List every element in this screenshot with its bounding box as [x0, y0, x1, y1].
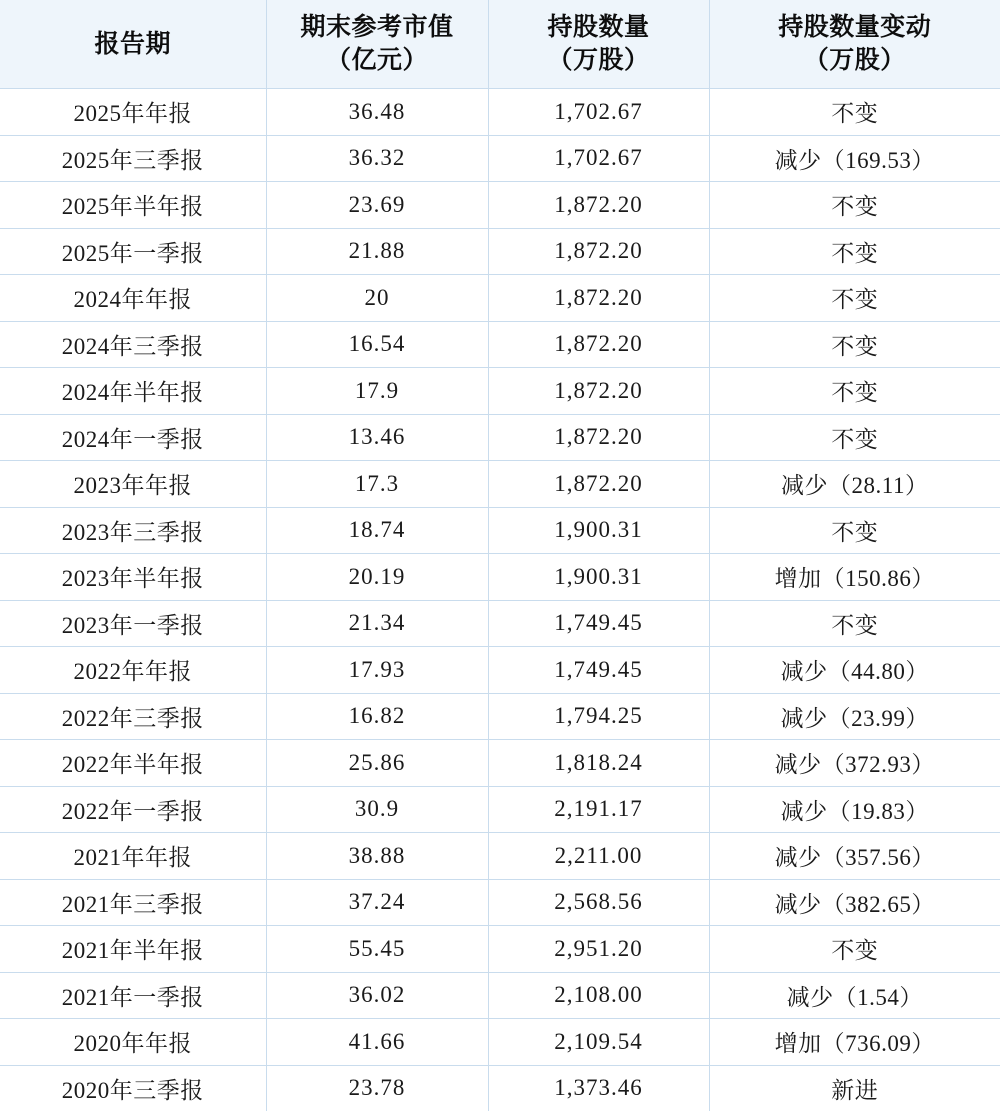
cell-period: 2021年半年报: [0, 926, 266, 973]
cell-market-value: 21.34: [266, 600, 488, 647]
table-row: [0, 461, 1000, 508]
cell-shares: 1,749.45: [488, 647, 709, 694]
cell-shares-change: 减少（23.99）: [709, 693, 1000, 740]
cell-market-value: 20.19: [266, 554, 488, 601]
cell-shares: 1,702.67: [488, 89, 709, 136]
cell-shares: 1,900.31: [488, 554, 709, 601]
column-header-period: [0, 0, 266, 89]
table-body: [0, 89, 1000, 1111]
column-header-shares: [488, 0, 709, 89]
column-header-shares-line1: 持股数量: [547, 14, 649, 41]
cell-shares-change: 减少（28.11）: [709, 461, 1000, 508]
table-row: [0, 135, 1000, 182]
cell-shares-change: 不变: [709, 228, 1000, 275]
cell-market-value: 36.48: [266, 89, 488, 136]
cell-shares-change: 减少（382.65）: [709, 879, 1000, 926]
cell-period: 2025年一季报: [0, 228, 266, 275]
cell-market-value: 17.9: [266, 368, 488, 415]
column-header-period-line1: 报告期: [94, 31, 171, 58]
cell-shares-change: 不变: [709, 89, 1000, 136]
cell-market-value: 25.86: [266, 740, 488, 787]
cell-period: 2021年年报: [0, 833, 266, 880]
cell-period: 2024年半年报: [0, 368, 266, 415]
column-header-market-value-line2: （亿元）: [267, 44, 488, 77]
cell-period: 2022年一季报: [0, 786, 266, 833]
cell-market-value: 17.93: [266, 647, 488, 694]
table-row: [0, 368, 1000, 415]
cell-shares-change: 新进: [709, 1065, 1000, 1111]
cell-period: 2020年三季报: [0, 1065, 266, 1111]
cell-shares: 2,568.56: [488, 879, 709, 926]
column-header-shares-change-line1: 持股数量变动: [778, 14, 931, 41]
table-row: [0, 600, 1000, 647]
table-row: [0, 228, 1000, 275]
cell-period: 2022年年报: [0, 647, 266, 694]
table-row: [0, 275, 1000, 322]
cell-shares: 1,794.25: [488, 693, 709, 740]
cell-market-value: 37.24: [266, 879, 488, 926]
cell-market-value: 21.88: [266, 228, 488, 275]
cell-period: 2021年三季报: [0, 879, 266, 926]
cell-shares: 1,872.20: [488, 321, 709, 368]
cell-shares-change: 不变: [709, 926, 1000, 973]
cell-shares-change: 减少（372.93）: [709, 740, 1000, 787]
cell-shares-change: 不变: [709, 368, 1000, 415]
cell-shares-change: 减少（1.54）: [709, 972, 1000, 1019]
column-header-market-value-line1: 期末参考市值: [300, 14, 453, 41]
cell-period: 2024年年报: [0, 275, 266, 322]
table-row: [0, 507, 1000, 554]
cell-market-value: 16.54: [266, 321, 488, 368]
table-header: [0, 0, 1000, 89]
cell-period: 2023年半年报: [0, 554, 266, 601]
cell-period: 2023年三季报: [0, 507, 266, 554]
cell-shares-change: 减少（357.56）: [709, 833, 1000, 880]
cell-period: 2022年三季报: [0, 693, 266, 740]
table-row: [0, 554, 1000, 601]
cell-market-value: 16.82: [266, 693, 488, 740]
table-row: [0, 926, 1000, 973]
cell-shares: 1,872.20: [488, 461, 709, 508]
table-row: [0, 972, 1000, 1019]
cell-period: 2025年半年报: [0, 182, 266, 229]
cell-shares-change: 不变: [709, 414, 1000, 461]
table-row: [0, 1065, 1000, 1111]
table-row: [0, 740, 1000, 787]
cell-shares: 2,191.17: [488, 786, 709, 833]
cell-shares: 1,749.45: [488, 600, 709, 647]
cell-period: 2024年三季报: [0, 321, 266, 368]
cell-shares: 1,872.20: [488, 228, 709, 275]
cell-market-value: 30.9: [266, 786, 488, 833]
cell-shares: 1,872.20: [488, 414, 709, 461]
cell-period: 2025年年报: [0, 89, 266, 136]
cell-market-value: 20: [266, 275, 488, 322]
cell-shares-change: 不变: [709, 321, 1000, 368]
table-row: [0, 786, 1000, 833]
cell-period: 2020年年报: [0, 1019, 266, 1066]
cell-period: 2023年一季报: [0, 600, 266, 647]
cell-shares: 2,109.54: [488, 1019, 709, 1066]
header-row: [0, 0, 1000, 89]
cell-market-value: 23.69: [266, 182, 488, 229]
cell-period: 2022年半年报: [0, 740, 266, 787]
cell-period: 2023年年报: [0, 461, 266, 508]
table-row: [0, 89, 1000, 136]
cell-market-value: 38.88: [266, 833, 488, 880]
cell-market-value: 36.02: [266, 972, 488, 1019]
cell-shares-change: 减少（169.53）: [709, 135, 1000, 182]
table-row: [0, 833, 1000, 880]
cell-period: 2021年一季报: [0, 972, 266, 1019]
cell-shares: 1,872.20: [488, 368, 709, 415]
cell-shares-change: 减少（44.80）: [709, 647, 1000, 694]
cell-market-value: 17.3: [266, 461, 488, 508]
cell-shares-change: 增加（150.86）: [709, 554, 1000, 601]
column-header-shares-line2: （万股）: [489, 44, 709, 77]
cell-shares: 2,211.00: [488, 833, 709, 880]
cell-market-value: 13.46: [266, 414, 488, 461]
table-row: [0, 1019, 1000, 1066]
cell-shares: 1,900.31: [488, 507, 709, 554]
cell-market-value: 18.74: [266, 507, 488, 554]
column-header-shares-change: [709, 0, 1000, 89]
table-row: [0, 879, 1000, 926]
table-row: [0, 321, 1000, 368]
table-row: [0, 414, 1000, 461]
column-header-shares-change-line2: （万股）: [710, 44, 1000, 77]
cell-shares: 1,373.46: [488, 1065, 709, 1111]
table-row: [0, 647, 1000, 694]
cell-period: 2024年一季报: [0, 414, 266, 461]
table-row: [0, 693, 1000, 740]
table-row: [0, 182, 1000, 229]
cell-shares-change: 不变: [709, 275, 1000, 322]
cell-shares-change: 减少（19.83）: [709, 786, 1000, 833]
cell-market-value: 41.66: [266, 1019, 488, 1066]
cell-period: 2025年三季报: [0, 135, 266, 182]
cell-shares: 1,818.24: [488, 740, 709, 787]
cell-shares-change: 不变: [709, 182, 1000, 229]
cell-shares: 1,872.20: [488, 182, 709, 229]
cell-shares: 1,872.20: [488, 275, 709, 322]
cell-shares-change: 增加（736.09）: [709, 1019, 1000, 1066]
cell-market-value: 36.32: [266, 135, 488, 182]
cell-shares: 2,951.20: [488, 926, 709, 973]
cell-shares-change: 不变: [709, 507, 1000, 554]
cell-shares-change: 不变: [709, 600, 1000, 647]
cell-market-value: 55.45: [266, 926, 488, 973]
cell-market-value: 23.78: [266, 1065, 488, 1111]
column-header-market-value: [266, 0, 488, 89]
cell-shares: 1,702.67: [488, 135, 709, 182]
cell-shares: 2,108.00: [488, 972, 709, 1019]
